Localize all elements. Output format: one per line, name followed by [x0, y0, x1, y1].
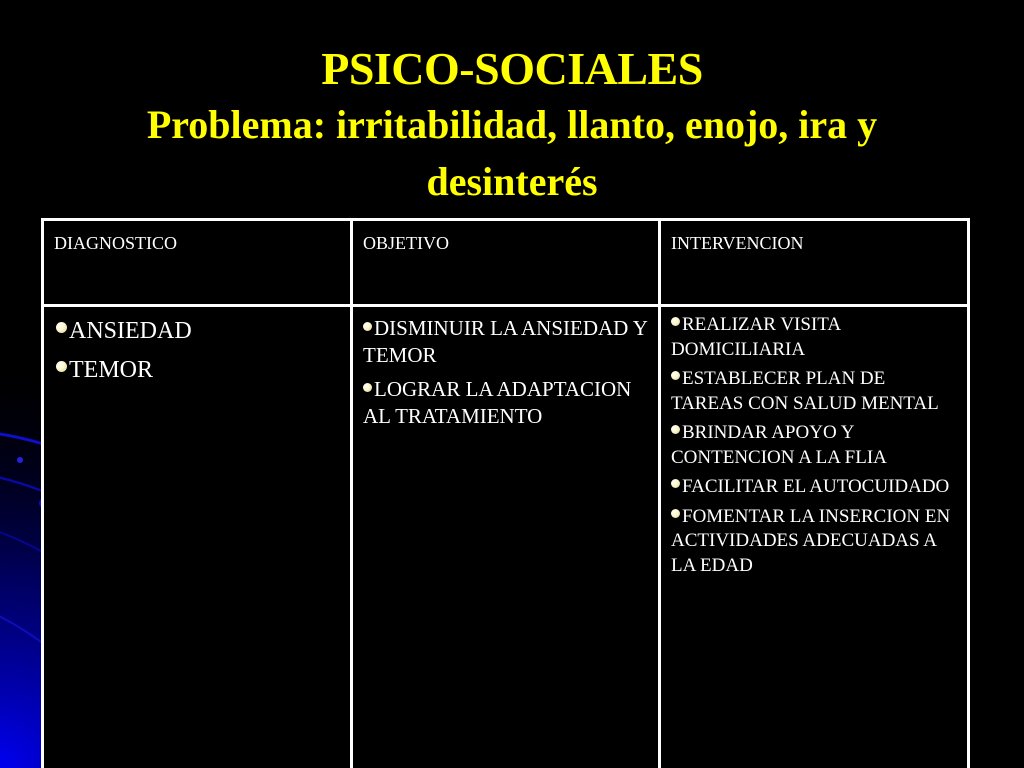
list-item: LOGRAR LA ADAPTACION AL TRATAMIENTO	[363, 377, 632, 428]
list-item: FACILITAR EL AUTOCUIDADO	[671, 475, 957, 500]
title-problem: Problema: irritabilidad, llanto, enojo, ira y desinterés	[146, 102, 878, 204]
header-intervencion: INTERVENCION	[660, 220, 969, 306]
bullet-icon	[671, 371, 680, 380]
diagnostico-list	[56, 315, 340, 386]
objetivo-list	[363, 315, 648, 430]
table-body-row	[43, 306, 969, 768]
bullet-icon	[671, 425, 680, 434]
list-item: REALIZAR VISITA DOMICILIARIA	[671, 314, 841, 360]
list-item: DISMINUIR LA ANSIEDAD Y TEMOR	[363, 316, 648, 367]
bullet-icon	[363, 383, 372, 392]
list-item: ESTABLECER PLAN DE TAREAS CON SALUD MENTAL	[671, 368, 939, 414]
list-item: ANSIEDAD	[56, 315, 340, 347]
bullet-icon	[363, 322, 372, 331]
bullet-icon	[56, 322, 67, 333]
diagnostico-cell	[43, 306, 352, 768]
bullet-icon	[671, 317, 680, 326]
care-plan-table	[41, 218, 970, 768]
intervencion-list	[671, 313, 957, 578]
list-item: FOMENTAR LA INSERCION EN ACTIVIDADES ADECUADAS A LA EDAD	[671, 505, 951, 576]
objetivo-cell	[352, 306, 660, 768]
list-item: TEMOR	[56, 354, 340, 386]
title-heading: PSICO-SOCIALES	[321, 43, 703, 94]
header-diagnostico: DIAGNOSTICO	[43, 220, 352, 306]
bullet-icon	[671, 479, 680, 488]
table-header-row	[43, 220, 969, 306]
header-objetivo: OBJETIVO	[352, 220, 660, 306]
bullet-icon	[56, 361, 67, 372]
list-item: BRINDAR APOYO Y CONTENCION A LA FLIA	[671, 422, 887, 468]
bullet-icon	[671, 509, 680, 518]
intervencion-cell	[660, 306, 969, 768]
slide-title	[60, 42, 964, 210]
